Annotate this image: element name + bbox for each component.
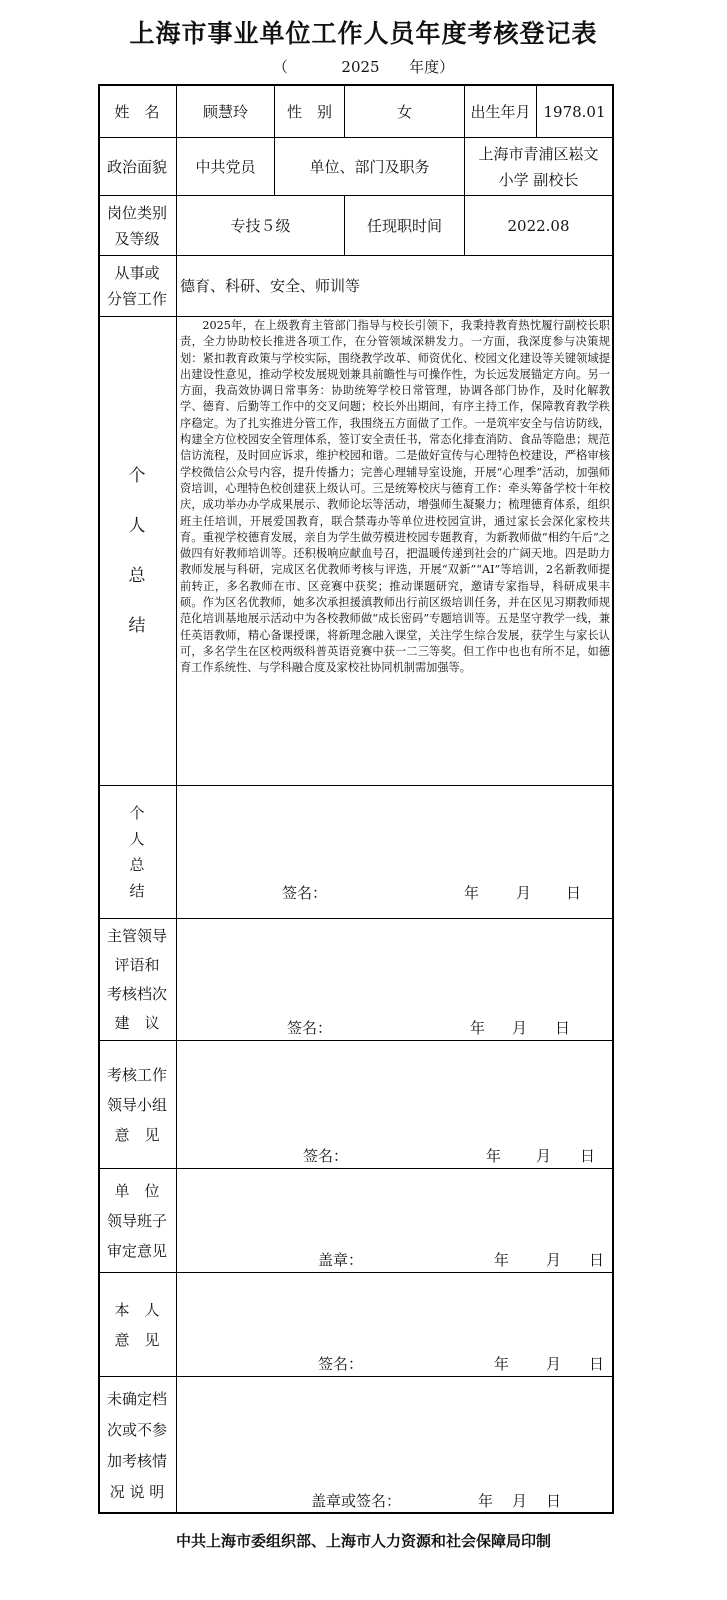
undetermined-sign-month: 月 xyxy=(512,1492,528,1510)
leader-sign-month: 月 xyxy=(512,1019,528,1037)
summary-label-char: 结 xyxy=(128,616,146,636)
summary-sign-char: 人 xyxy=(129,830,145,848)
self-opinion-label xyxy=(98,1273,176,1376)
unit-seal-month: 月 xyxy=(546,1251,562,1269)
leader-sign-label: 签名： xyxy=(287,1019,333,1037)
summary-sign-char: 个 xyxy=(129,804,145,822)
summary-label xyxy=(98,317,176,785)
duty-label-line1: 从事或 xyxy=(114,264,160,282)
summary-sign-year: 年 xyxy=(464,884,480,902)
political-label: 政治面貌 xyxy=(106,157,167,176)
summary-label-char: 人 xyxy=(128,516,146,536)
post-value: 专技５级 xyxy=(230,216,291,235)
unit-approval-label xyxy=(98,1169,176,1272)
name-value: 顾慧玲 xyxy=(202,102,248,121)
summary-text: 2025年，在上级教育主管部门指导与校长引领下，我秉持教育热忱履行副校长职责，全力协助校长推进各项工作，在分管领域深耕发力。一方面，我深度参与决策规划：紧扣教育政策与学校实际，围绕教学改革、师资优化、校园文化建设等关键领域提出建设性意见，推动学校发展规划兼具前瞻性与可操作性，为长远发展锚定方向。另一方面，我高效协调日常事务：协助统筹学校日常管理，协调各部门协作，及时化解教学、德育、后勤等工作中的交叉问题；校长外出期间，有序主持工作，保障教育教学秩序稳定。为了扎实推进分管工作，我围绕五方面做了工作。一是筑牢安全与信访防线，构建全方位校园安全管理体系，签订安全责任书，常态化排查消防、食品等隐患；规范信访流程，及时回应诉求，维护校园和谐。二是做好宣传与心理特色校建设，严格审核学校微信公众号内容，提升传播力；完善心理辅导室设施，开展“心理季”活动，加强师资培训，心理特色校创建获上级认可。三是统筹校庆与德育工作：牵头筹备学校十年校庆，成功举办办学成果展示、教师论坛等活动，增强师生凝聚力；梳理德育体系，组织班主任培训，开展爱国教育，联合禁毒办等单位进校园宣讲，通过家长会深化家校共育。重视学校德育发展，亲自为学生做劳模进校园专题教育，为新教师做“相约午后”之做四有好教师培训等。还积极响应献血号召，把温暖传递到社会的广阔天地。四是助力教师发展与科研，完成区名优教师考核与评选，开展“双新”“AI”等培训，2名新教师提前转正，多名教师在市、区竞赛中获奖；推动课题研究，邀请专家指导，科研成果丰硕。作为区名优教师，她多次承担援滇教师出行前区级培训任务，并在区见习期教师规范化培训基地展示活动中为各校教师做“成长密码”专题培训等。五是坚守教学一线，兼任英语教师，精心备课授课，将新理念融入课堂，关注学生综合发展，获学生与家长认可，多名学生在区校两级科普英语竞赛中获一二三等奖。但工作中也也有所不足，如德育工作系统性、与学科融合度及家校社协同机制需加强等。 xyxy=(180,319,610,675)
post-label-line1: 岗位类别 xyxy=(106,203,167,222)
unit-approval-label-line: 审定意见 xyxy=(106,1241,167,1260)
summary-label-char: 个 xyxy=(128,466,146,486)
birth-label: 出生年月 xyxy=(470,102,531,121)
leader-label-line: 主管领导 xyxy=(106,926,167,945)
group-label-line: 意 见 xyxy=(114,1125,160,1144)
post-label xyxy=(98,196,176,255)
name-label: 姓 名 xyxy=(114,102,160,121)
group-sign-month: 月 xyxy=(536,1147,552,1165)
political-value: 中共党员 xyxy=(195,157,256,176)
unit-approval-label-line: 领导班子 xyxy=(106,1211,167,1230)
summary-sign-char: 总 xyxy=(129,856,145,874)
year-value: 2025 xyxy=(341,58,380,76)
group-sign-label: 签名： xyxy=(303,1147,349,1165)
tenure-value: 2022.08 xyxy=(507,216,570,235)
duty-value: 德育、科研、安全、师训等 xyxy=(180,277,361,295)
unit-value-line2: 小学 副校长 xyxy=(498,170,579,189)
undetermined-label-line: 加考核情 xyxy=(106,1451,167,1470)
undetermined-label-line: 未确定档 xyxy=(106,1389,167,1408)
undetermined-sign-day: 日 xyxy=(546,1492,562,1510)
label-column-divider xyxy=(176,84,177,1514)
unit-value-line1: 上海市青浦区崧文 xyxy=(478,144,599,163)
leader-sign-year: 年 xyxy=(470,1019,486,1037)
unit-label: 单位、部门及职务 xyxy=(309,157,430,176)
leader-sign-day: 日 xyxy=(555,1019,571,1037)
year-open: （ xyxy=(272,58,288,76)
group-sign-year: 年 xyxy=(486,1147,502,1165)
undetermined-sign-label: 盖章或签名： xyxy=(311,1492,402,1510)
birth-value: 1978.01 xyxy=(543,102,606,121)
leader-label xyxy=(98,919,176,1040)
unit-approval-label-line: 单 位 xyxy=(114,1181,160,1200)
group-label-line: 领导小组 xyxy=(106,1095,167,1114)
leader-label-line: 建 议 xyxy=(114,1013,160,1032)
duty-label-line2: 分管工作 xyxy=(106,290,167,308)
self-opinion-label-line: 本 人 xyxy=(114,1300,160,1319)
group-sign-day: 日 xyxy=(580,1147,596,1165)
group-label xyxy=(98,1041,176,1168)
summary-sign-label xyxy=(98,786,176,918)
leader-label-line: 评语和 xyxy=(114,955,160,974)
group-label-line: 考核工作 xyxy=(106,1065,167,1084)
self-sign-day: 日 xyxy=(589,1355,605,1373)
form-title: 上海市事业单位工作人员年度考核登记表 xyxy=(129,19,598,48)
self-opinion-label-line: 意 见 xyxy=(114,1330,160,1349)
summary-sign-month: 月 xyxy=(516,884,532,902)
summary-sign-day: 日 xyxy=(566,884,582,902)
unit-value xyxy=(465,138,612,195)
footer-printer: 中共上海市委组织部、上海市人力资源和社会保障局印制 xyxy=(175,1532,551,1550)
self-sign-year: 年 xyxy=(494,1355,510,1373)
gender-label: 性 别 xyxy=(286,102,332,121)
summary-sign-label-text: 签名： xyxy=(282,884,328,902)
summary-sign-char: 结 xyxy=(129,882,145,900)
unit-seal-day: 日 xyxy=(589,1251,605,1269)
undetermined-sign-year: 年 xyxy=(478,1492,494,1510)
unit-seal-label: 盖章： xyxy=(318,1251,364,1269)
leader-label-line: 考核档次 xyxy=(106,984,167,1003)
year-line xyxy=(0,56,727,77)
undetermined-label-line: 况 说 明 xyxy=(109,1482,165,1501)
undetermined-label xyxy=(98,1377,176,1514)
self-sign-month: 月 xyxy=(546,1355,562,1373)
year-suffix: 年度） xyxy=(409,58,455,76)
duty-label xyxy=(98,256,176,316)
unit-seal-year: 年 xyxy=(494,1251,510,1269)
gender-value: 女 xyxy=(396,102,412,121)
summary-label-char: 总 xyxy=(128,566,146,586)
undetermined-label-line: 次或不参 xyxy=(106,1420,167,1439)
post-label-line2: 及等级 xyxy=(114,229,160,248)
tenure-label: 任现职时间 xyxy=(366,216,442,235)
self-sign-label: 签名： xyxy=(318,1355,364,1373)
